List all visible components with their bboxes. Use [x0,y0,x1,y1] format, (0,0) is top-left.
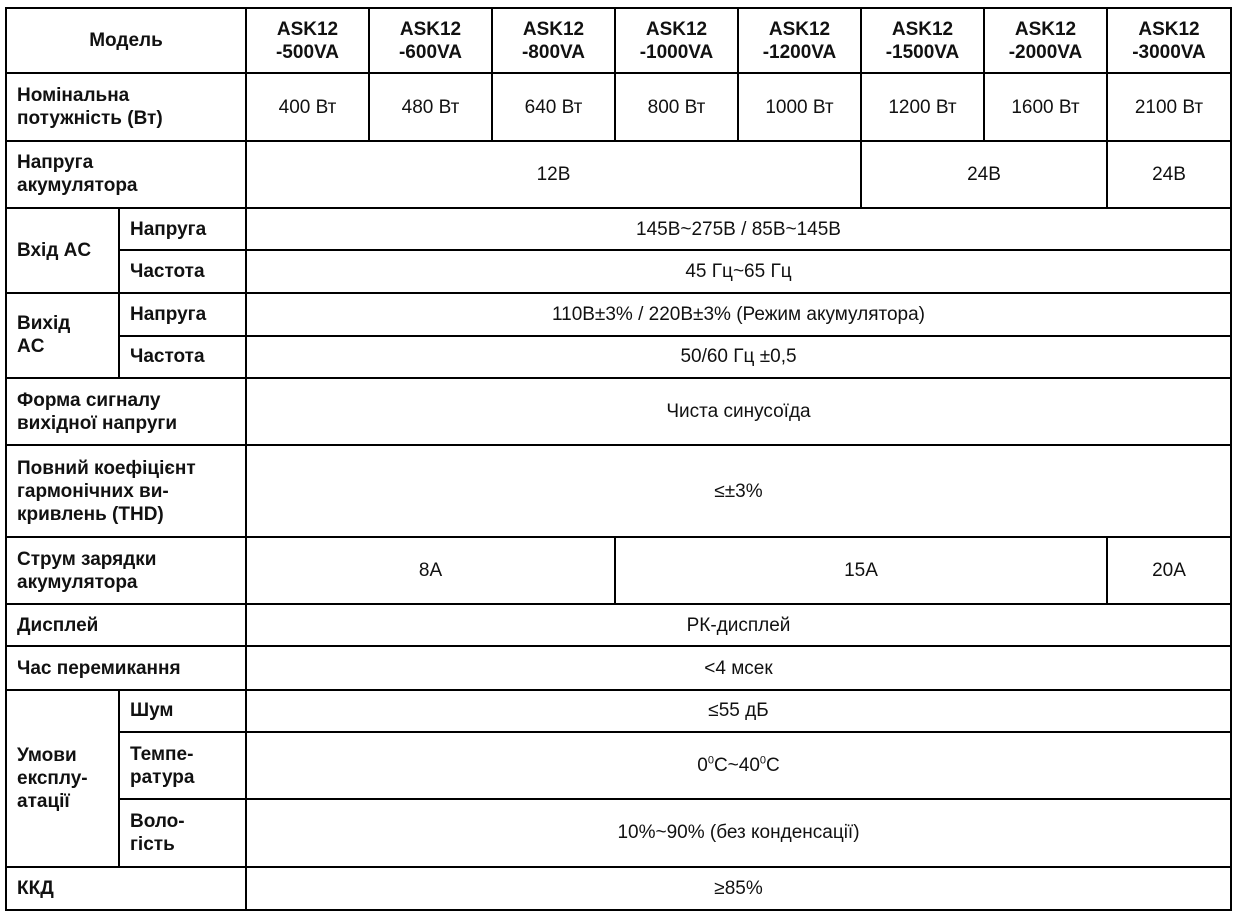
model-2000va: ASK12 -2000VA [984,8,1107,73]
model-500va: ASK12 -500VA [246,8,369,73]
ac-input-voltage-label: Напруга [119,208,246,250]
charge-current-value: 20А [1107,537,1231,604]
ac-output-voltage-label: Напруга [119,293,246,336]
nominal-power-value: 640 Вт [492,73,615,140]
nominal-power-value: 1200 Вт [861,73,984,140]
battery-voltage-label: Напруга акумулятора [6,141,246,208]
thd-label: Повний коефіцієнт гармонічних ви- кривлень (THD) [6,445,246,537]
efficiency-value: ≥85% [246,867,1231,910]
ac-output-frequency-value: 50/60 Гц ±0,5 [246,336,1231,378]
waveform-value: Чиста синусоїда [246,378,1231,445]
temperature-label: Темпе- ратура [119,732,246,799]
nominal-power-row [6,73,1231,140]
noise-label: Шум [119,690,246,732]
ac-output-frequency-label: Частота [119,336,246,378]
efficiency-row [6,867,1231,910]
nominal-power-value: 800 Вт [615,73,738,140]
charge-current-value: 8А [246,537,615,604]
ac-output-voltage-row [6,293,1231,336]
ac-input-voltage-value: 145В~275В / 85В~145В [246,208,1231,250]
noise-row [6,690,1231,732]
waveform-row [6,378,1231,445]
model-header: Модель [6,8,246,73]
ac-input-frequency-row [6,250,1231,292]
charge-current-row [6,537,1231,604]
ac-output-frequency-row [6,336,1231,378]
temperature-row [6,732,1231,799]
nominal-power-value: 1600 Вт [984,73,1107,140]
model-600va: ASK12 -600VA [369,8,492,73]
ac-input-frequency-label: Частота [119,250,246,292]
waveform-label: Форма сигналу вихідної напруги [6,378,246,445]
model-1500va: ASK12 -1500VA [861,8,984,73]
thd-row [6,445,1231,537]
battery-voltage-value: 24В [1107,141,1231,208]
humidity-row [6,799,1231,866]
charge-current-value: 15А [615,537,1107,604]
humidity-label: Воло- гість [119,799,246,866]
model-800va: ASK12 -800VA [492,8,615,73]
humidity-value: 10%~90% (без конденсації) [246,799,1231,866]
header-row [6,8,1231,73]
transfer-time-label: Час перемикання [6,646,246,689]
display-label: Дисплей [6,604,246,646]
model-1200va: ASK12 -1200VA [738,8,861,73]
nominal-power-value: 1000 Вт [738,73,861,140]
noise-value: ≤55 дБ [246,690,1231,732]
nominal-power-label: Номінальна потужність (Вт) [6,73,246,140]
ac-input-voltage-row [6,208,1231,250]
ac-input-label: Вхід AC [6,208,119,292]
ac-output-voltage-value: 110В±3% / 220В±3% (Режим акумулятора) [246,293,1231,336]
temperature-value: $0^0C\sim 40^0C$ [246,732,1231,799]
display-value: РК-дисплей [246,604,1231,646]
model-1000va: ASK12 -1000VA [615,8,738,73]
nominal-power-value: 400 Вт [246,73,369,140]
ac-input-frequency-value: 45 Гц~65 Гц [246,250,1231,292]
spec-table [5,7,1232,911]
ac-output-label: Вихід AC [6,293,119,378]
transfer-time-row [6,646,1231,689]
battery-voltage-value: 12В [246,141,861,208]
operating-conditions-label: Умови експлу- атації [6,690,119,867]
thd-value: ≤±3% [246,445,1231,537]
battery-voltage-row [6,141,1231,208]
nominal-power-value: 480 Вт [369,73,492,140]
transfer-time-value: <4 мсек [246,646,1231,689]
efficiency-label: ККД [6,867,246,910]
nominal-power-value: 2100 Вт [1107,73,1231,140]
charge-current-label: Струм зарядки акумулятора [6,537,246,604]
display-row [6,604,1231,646]
battery-voltage-value: 24В [861,141,1107,208]
model-3000va: ASK12 -3000VA [1107,8,1231,73]
